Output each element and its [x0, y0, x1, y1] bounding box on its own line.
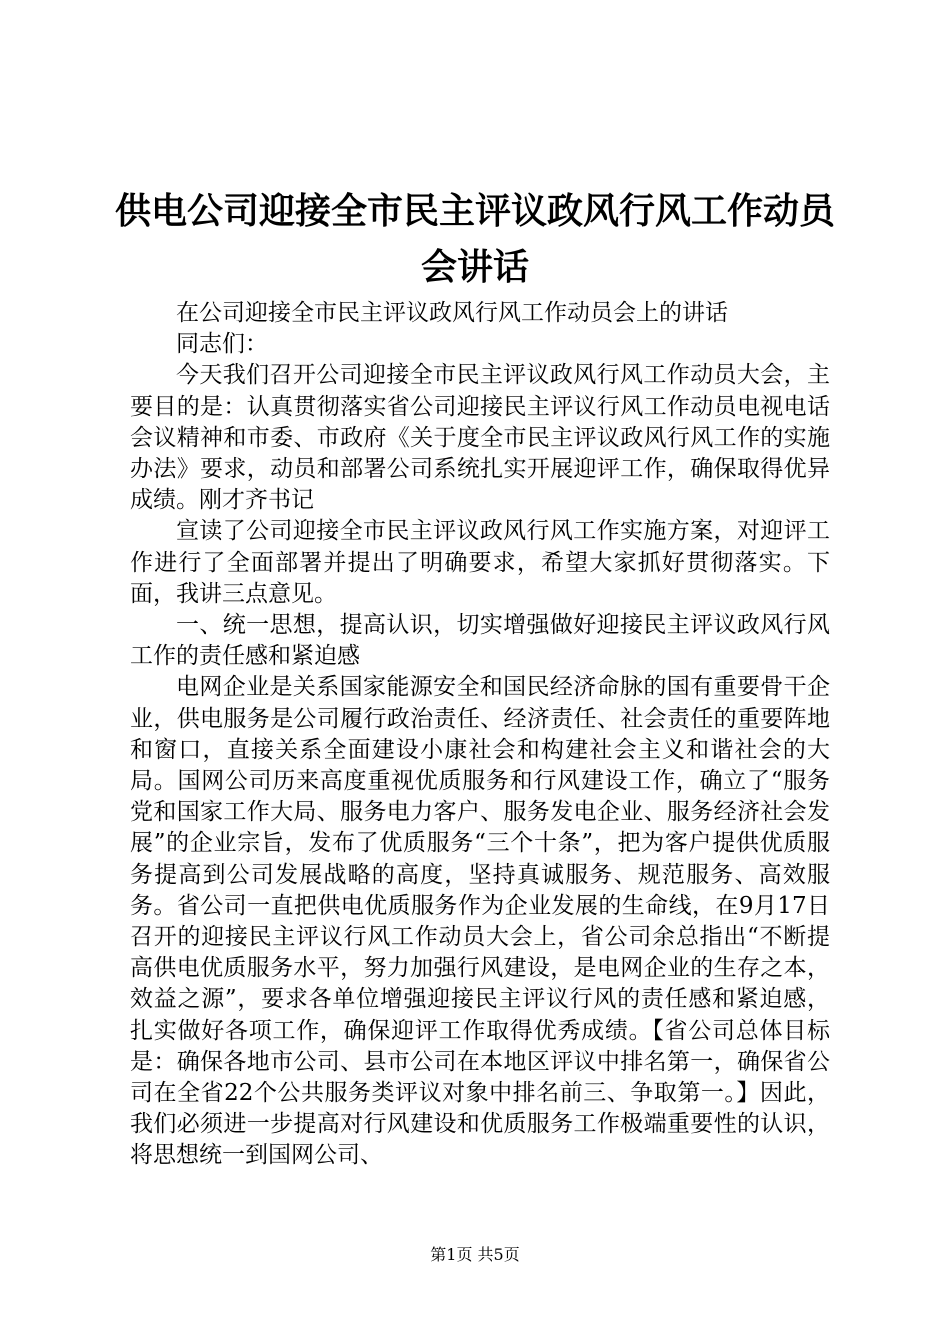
page-number-footer: 第1页 共5页 [430, 1245, 520, 1264]
document-body [130, 298, 830, 1172]
speech-heading: 在公司迎接全市民主评议政风行风工作动员会上的讲话 [176, 300, 728, 326]
body-paragraph: 宣读了公司迎接全市民主评议政风行风工作实施方案，对迎评工作进行了全面部署并提出了明确要求，希望大家抓好贯彻落实。下面，我讲三点意见。 [130, 518, 830, 607]
body-paragraph: 今天我们召开公司迎接全市民主评议政风行风工作动员大会，主要目的是：认真贯彻落实省公司迎接民主评议行风工作动员电视电话会议精神和市委、市政府《关于度全市民主评议政风行风工作的实施办法》要求，动员和部署公司系统扎实开展迎评工作，确保取得优异成绩。刚才齐书记 [130, 362, 830, 514]
document-title-line-2: 会讲话 [420, 247, 529, 288]
section-heading: 一、统一思想，提高认识，切实增强做好迎接民主评议政风行风工作的责任感和紧迫感 [130, 612, 830, 670]
body-paragraph: 电网企业是关系国家能源安全和国民经济命脉的国有重要骨干企业，供电服务是公司履行政治责任、经济责任、社会责任的重要阵地和窗口，直接关系全面建设小康社会和构建社会主义和谐社会的大局。国网公司历来高度重视优质服务和行风建设工作，确立了“服务党和国家工作大局、服务电力客户、服务发电企业、服务经济社会发展”的企业宗旨，发布了优质服务“三个十条”，把为客户提供优质服务提高到公司发展战略的高度，坚持真诚服务、规范服务、高效服务。省公司一直把供电优质服务作为企业发展的生命线，在9月17日召开的迎接民主评议行风工作动员大会上，省公司余总指出“不断提高供电优质服务水平，努力加强行风建设，是电网企业的生存之本，效益之源”，要求各单位增强迎接民主评议行风的责任感和紧迫感，扎实做好各项工作，确保迎评工作取得优秀成绩。【省公司总体目标是：确保各地市公司、县市公司在本地区评议中排名第一，确保省公司在全省22个公共服务类评议对象中排名前三、争取第一。】因此，我们必须进一步提高对行风建设和优质服务工作极端重要性的认识，将思想统一到国网公司、 [130, 674, 830, 1169]
salutation: 同志们： [176, 331, 268, 358]
document-title-line-1: 供电公司迎接全市民主评议政风行风工作动员 [114, 191, 835, 232]
